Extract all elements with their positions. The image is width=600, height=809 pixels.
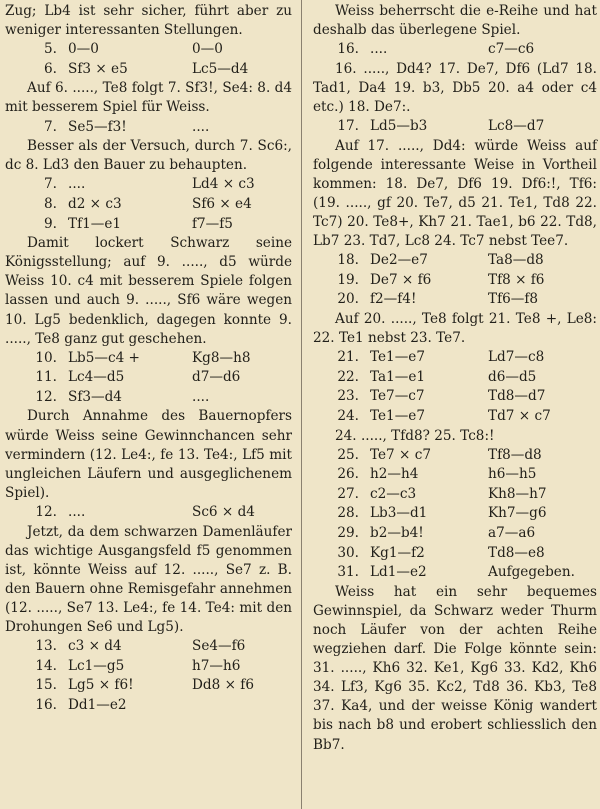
move-row <box>313 271 597 291</box>
black-move: Sc6 × d4 <box>192 503 255 520</box>
move-number: 27. <box>337 485 359 502</box>
move-number: 17. <box>337 118 359 135</box>
move-number: 22. <box>337 368 359 385</box>
white-move: Tf1—e1 <box>68 215 122 232</box>
move-row <box>313 544 597 564</box>
move-row <box>5 60 292 80</box>
move-row <box>5 696 292 716</box>
white-move: b2—b4! <box>370 525 424 542</box>
move-row <box>5 40 292 60</box>
move-row <box>313 563 597 583</box>
white-move: Te1—e7 <box>370 407 425 424</box>
move-row <box>313 387 597 407</box>
white-move: .... <box>68 503 86 520</box>
black-move: Tf8 × f6 <box>488 271 545 288</box>
move-number: 26. <box>337 466 359 483</box>
move-row <box>313 407 597 427</box>
black-move: Se4—f6 <box>192 638 246 655</box>
commentary-paragraph: Auf 6. ....., Te8 folgt 7. Sf3!, Se4: 8. d4 mit besserem Spiel für Weiss. <box>5 80 292 116</box>
black-move: .... <box>192 388 210 405</box>
white-move: Lb3—d1 <box>370 505 428 522</box>
move-row <box>313 251 597 271</box>
black-move: Td8—e8 <box>488 544 545 561</box>
move-number: 9. <box>44 215 57 232</box>
move-row <box>313 485 597 505</box>
white-move: Ld5—b3 <box>370 118 428 135</box>
commentary-paragraph: Weiss beherrscht die e-Reihe und hat deshalb das überlegene Spiel. <box>313 3 597 39</box>
black-move: h7—h6 <box>192 657 241 674</box>
move-number: 16. <box>337 41 359 58</box>
black-move: Aufgegeben. <box>488 564 575 581</box>
commentary-paragraph: Besser als der Versuch, durch 7. Sc6:, dc 8. Ld3 den Bauer zu behaupten. <box>5 138 292 174</box>
move-row <box>5 637 292 657</box>
move-number: 28. <box>337 505 359 522</box>
move-number: 15. <box>35 677 57 694</box>
white-move: Dd1—e2 <box>68 696 127 713</box>
column-divider <box>301 0 302 809</box>
move-number: 20. <box>337 291 359 308</box>
move-row <box>313 290 597 310</box>
white-move: .... <box>68 176 86 193</box>
black-move: Td7 × c7 <box>488 407 551 424</box>
move-row <box>313 40 597 60</box>
white-move: c2—c3 <box>370 485 417 502</box>
move-row <box>313 524 597 544</box>
move-number: 30. <box>337 544 359 561</box>
move-row <box>313 446 597 466</box>
commentary-paragraph: Jetzt, da dem schwarzen Damenläufer das wichtige Ausgangsfeld f5 genommen ist, könnte Weiss auf 12. ....., Se7 z. B. den Bauern ohne Remisgefahr annehmen (12. ....., Se7 13. Le4:, fe 14. Te4: mit den Drohungen Se6 und Lg5). <box>5 523 292 635</box>
move-row <box>5 657 292 677</box>
black-move: Td8—d7 <box>488 388 546 405</box>
commentary-paragraph: Durch Annahme des Bauernopfers würde Weiss seine Gewinnchancen sehr vermindern (12. Le4:, fe 13. Te4:, Lf5 mit ungleichen Läufern und ausgeglichenem Spiel). <box>5 408 292 501</box>
black-move: Lc5—d4 <box>192 60 249 77</box>
move-number: 23. <box>337 388 359 405</box>
white-move: Lb5—c4 + <box>68 349 140 366</box>
black-move: Sf6 × e4 <box>192 195 252 212</box>
black-move: 0—0 <box>192 41 223 58</box>
white-move: d2 × c3 <box>68 195 122 212</box>
white-move: h2—h4 <box>370 466 419 483</box>
black-move: Ld4 × c3 <box>192 176 255 193</box>
commentary-paragraph: Damit lockert Schwarz seine Königsstellung; auf 9. ....., d5 würde Weiss 10. c4 mit besserem Spiele folgen lassen und auch 9. ....., Sf6 wäre wegen 10. Lg5 bedenklich, dagegen konnte 9. ....., Te8 ganz gut geschehen. <box>5 235 292 347</box>
white-move: 0—0 <box>68 41 99 58</box>
move-row <box>5 118 292 138</box>
black-move: Kh7—g6 <box>488 505 547 522</box>
white-move: .... <box>370 41 388 58</box>
move-number: 10. <box>35 349 57 366</box>
move-number: 5. <box>44 41 57 58</box>
move-row <box>313 368 597 388</box>
move-row <box>313 465 597 485</box>
move-row <box>5 215 292 235</box>
move-row <box>5 195 292 215</box>
white-move: Ta1—e1 <box>370 368 426 385</box>
white-move: Te7—c7 <box>370 388 425 405</box>
move-number: 7. <box>44 118 57 135</box>
black-move: Ld7—c8 <box>488 349 545 366</box>
move-number: 7. <box>44 176 57 193</box>
move-row <box>5 388 292 408</box>
black-move: .... <box>192 118 210 135</box>
move-number: 14. <box>35 657 57 674</box>
white-move: Te1—e7 <box>370 349 425 366</box>
white-move: Lc1—g5 <box>68 657 125 674</box>
black-move: Tf8—d8 <box>488 446 542 463</box>
move-number: 31. <box>337 564 359 581</box>
right-column <box>313 2 597 755</box>
move-row <box>5 503 292 523</box>
move-number: 12. <box>35 503 57 520</box>
move-number: 29. <box>337 525 359 542</box>
black-move: a7—a6 <box>488 525 536 542</box>
move-row <box>5 349 292 369</box>
commentary-paragraph: Auf 17. ....., Dd4: würde Weiss auf folgende interessante Weise in Vortheil kommen: 18. De7, Df6 19. Df6:!, Tf6: (19. ....., gf 20. Te7, d5 21. Te1, Td8 22. Tc7) 20. Te8+, Kh7 21. Tae1, b6 22. Td8, Lb7 23. Td7, Lc8 24. Tc7 nebst Tee7. <box>313 137 597 250</box>
move-number: 16. <box>35 696 57 713</box>
move-number: 21. <box>337 349 359 366</box>
black-move: f7—f5 <box>192 215 233 232</box>
move-number: 24. <box>337 407 359 424</box>
white-move: f2—f4! <box>370 291 417 308</box>
white-move: c3 × d4 <box>68 638 122 655</box>
commentary-paragraph: 16. ....., Dd4? 17. De7, Df6 (Ld7 18. Tad1, Da4 19. b3, Db5 20. a4 oder c4 etc.) 18. De7:. <box>313 60 597 115</box>
move-number: 8. <box>44 195 57 212</box>
move-row <box>5 676 292 696</box>
move-row <box>5 175 292 195</box>
white-move: De7 × f6 <box>370 271 432 288</box>
move-number: 13. <box>35 638 57 655</box>
commentary-paragraph: 24. ....., Tfd8? 25. Tc8:! <box>335 427 495 444</box>
move-row <box>313 117 597 137</box>
move-number: 12. <box>35 388 57 405</box>
move-number: 19. <box>337 271 359 288</box>
commentary-paragraph: Weiss hat ein sehr bequemes Gewinnspiel, da Schwarz weder Thurm noch Läufer von der achten Reihe wegziehen darf. Die Folge könnte sein: 31. ....., Kh6 32. Ke1, Kg6 33. Kd2, Kh6 34. Lf3, Kg6 35. Kc2, Td8 36. Kb3, Te8 37. Ka4, und der weisse König wandert bis nach b8 und erobert schliesslich den Bb7. <box>313 583 597 753</box>
white-move: Kg1—f2 <box>370 544 425 561</box>
move-number: 6. <box>44 60 57 77</box>
black-move <box>174 696 292 716</box>
move-number: 25. <box>337 446 359 463</box>
move-row <box>5 368 292 388</box>
black-move: d7—d6 <box>192 369 241 386</box>
commentary-paragraph: Zug; Lb4 ist sehr sicher, führt aber zu weniger interessanten Stellungen. <box>5 3 292 39</box>
white-move: Se5—f3! <box>68 118 127 135</box>
black-move: Kg8—h8 <box>192 349 251 366</box>
commentary-paragraph: Auf 20. ....., Te8 folgt 21. Te8 +, Le8: 22. Te1 nebst 23. Te7. <box>313 311 597 347</box>
black-move: Ta8—d8 <box>488 252 544 269</box>
black-move: Kh8—h7 <box>488 485 547 502</box>
white-move: Sf3 × e5 <box>68 60 128 77</box>
white-move: De2—e7 <box>370 252 428 269</box>
black-move: Tf6—f8 <box>488 291 539 308</box>
left-column <box>5 2 292 715</box>
black-move: Dd8 × f6 <box>192 677 254 694</box>
white-move: Lc4—d5 <box>68 369 125 386</box>
black-move: c7—c6 <box>488 41 535 58</box>
black-move: h6—h5 <box>488 466 537 483</box>
black-move: d6—d5 <box>488 368 537 385</box>
move-row <box>313 348 597 368</box>
white-move: Lg5 × f6! <box>68 677 134 694</box>
black-move: Lc8—d7 <box>488 118 545 135</box>
white-move: Ld1—e2 <box>370 564 427 581</box>
white-move: Sf3—d4 <box>68 388 122 405</box>
white-move: Te7 × c7 <box>370 446 431 463</box>
move-row <box>313 504 597 524</box>
move-number: 11. <box>35 369 57 386</box>
move-number: 18. <box>337 252 359 269</box>
